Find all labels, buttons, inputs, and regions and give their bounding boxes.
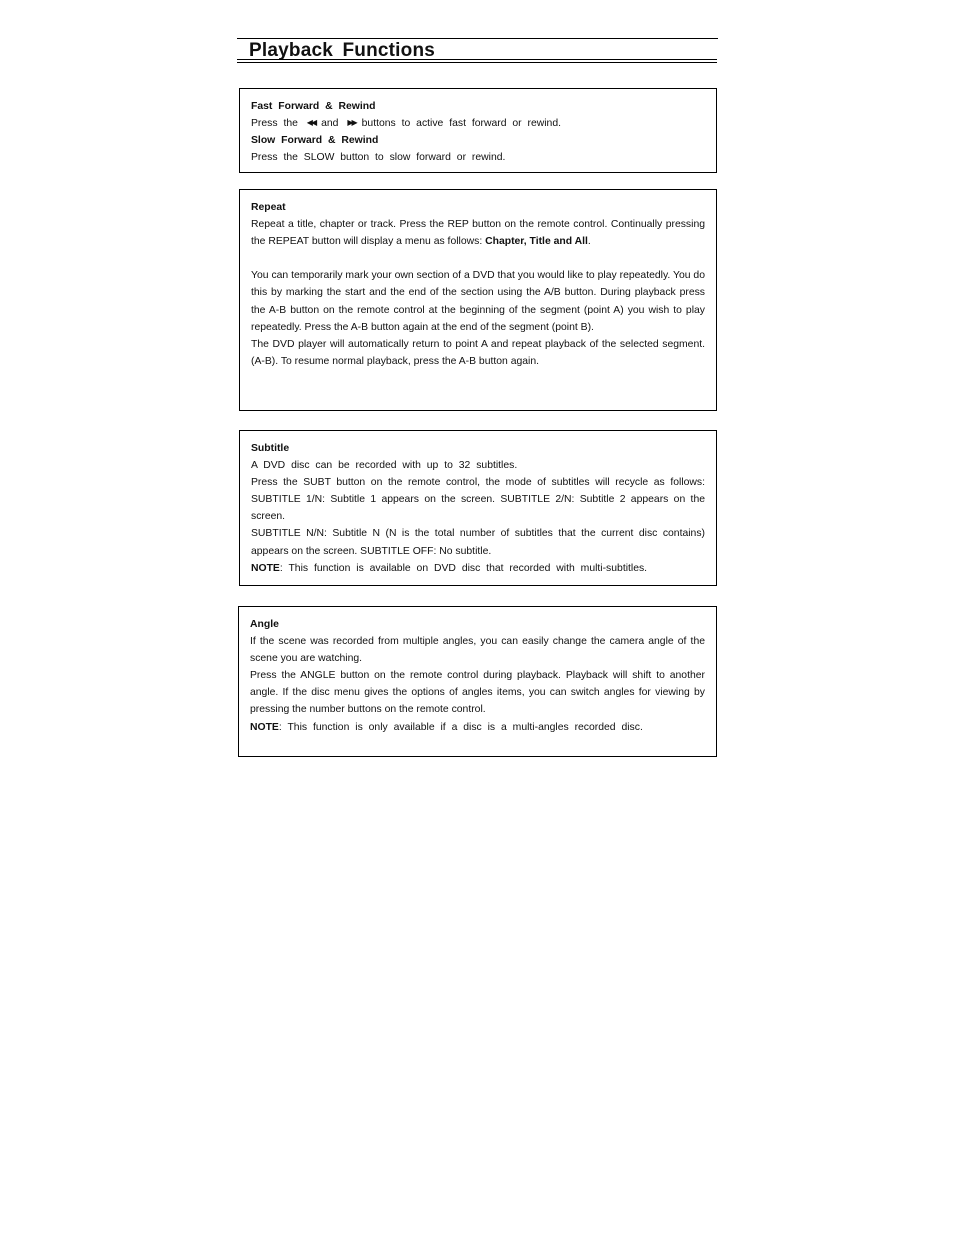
- angle-note: [250, 719, 705, 736]
- slow-forward-instructions: Press the SLOW button to slow forward or rewind.: [251, 152, 506, 164]
- section-heading-angle: Angle: [250, 619, 279, 630]
- ff-text-before: Press the: [251, 118, 298, 130]
- repeat-paragraph-1: [251, 216, 705, 250]
- note-text: : This function is available on DVD disc that recorded with multi-subtitles.: [279, 562, 648, 574]
- fast-forward-instructions: [251, 115, 705, 132]
- ff-text-after: buttons to active fast forward or rewind.: [361, 118, 562, 130]
- page-title: Playback Functions: [249, 40, 436, 61]
- note-label: NOTE: [251, 562, 280, 574]
- subtitle-paragraph-1: A DVD disc can be recorded with up to 32 subtitles.: [251, 460, 518, 472]
- subtitle-section: [239, 430, 717, 586]
- repeat-p1-text: Repeat a title, chapter or track. Press the REP button on the remote control. Continually pressing the REPEAT button will display a menu as follows:: [251, 219, 705, 248]
- repeat-p1-end: .: [587, 236, 591, 248]
- fast-forward-icon: ▶▶: [347, 118, 356, 128]
- angle-section: [238, 606, 717, 757]
- section-heading-subtitle: Subtitle: [251, 443, 290, 454]
- repeat-paragraph-3: The DVD player will automatically return to point A and repeat playback of the selected segment. (A-B). To resume normal playback, press the A-B button again.: [251, 338, 705, 367]
- title-underline: [237, 59, 717, 60]
- ff-text-and: and: [321, 118, 339, 130]
- paragraph-gap: [251, 250, 705, 267]
- subtitle-paragraph-2: Press the SUBT button on the remote control, the mode of subtitles will recycle as follows: SUBTITLE 1/N: Subtitle 1 appears on the screen. SUBTITLE 2/N: Subtitle 2 appears on the screen.: [251, 477, 705, 523]
- repeat-section: [239, 189, 717, 411]
- section-heading-slow-forward: Slow Forward & Rewind: [251, 135, 379, 147]
- note-label: NOTE: [250, 721, 279, 733]
- angle-paragraph-1: If the scene was recorded from multiple angles, you can easily change the camera angle of the scene you are watching.: [250, 636, 705, 665]
- fast-forward-rewind-section: [239, 88, 717, 173]
- subtitle-note: [251, 560, 705, 577]
- note-text: : This function is only available if a disc is a multi-angles recorded disc.: [278, 721, 643, 733]
- title-double-underline: [237, 62, 717, 63]
- fast-rewind-icon: ◀◀: [306, 118, 316, 128]
- section-heading-repeat: Repeat: [251, 202, 286, 213]
- section-heading-fast-forward: Fast Forward & Rewind: [251, 101, 376, 112]
- subtitle-paragraph-3: SUBTITLE N/N: Subtitle N (N is the total number of subtitles that the current disc contains) appears on the screen. SUBTITLE OFF: No subtitle.: [251, 528, 705, 557]
- repeat-menu-options: Chapter, Title and All: [485, 236, 588, 248]
- angle-paragraph-2: Press the ANGLE button on the remote control during playback. Playback will shift to another angle. If the disc menu gives the options of angles items, you can switch angles for viewing by pressing the number buttons on the remote control.: [250, 670, 705, 716]
- repeat-paragraph-2: You can temporarily mark your own section of a DVD that you would like to play repeatedly. You do this by marking the start and the end of the section using the A/B button. During playback press the A-B button on the remote control at the beginning of the segment (point A) you wish to play repeatedly. Press the A-B button again at the end of the segment (point B).: [251, 270, 705, 333]
